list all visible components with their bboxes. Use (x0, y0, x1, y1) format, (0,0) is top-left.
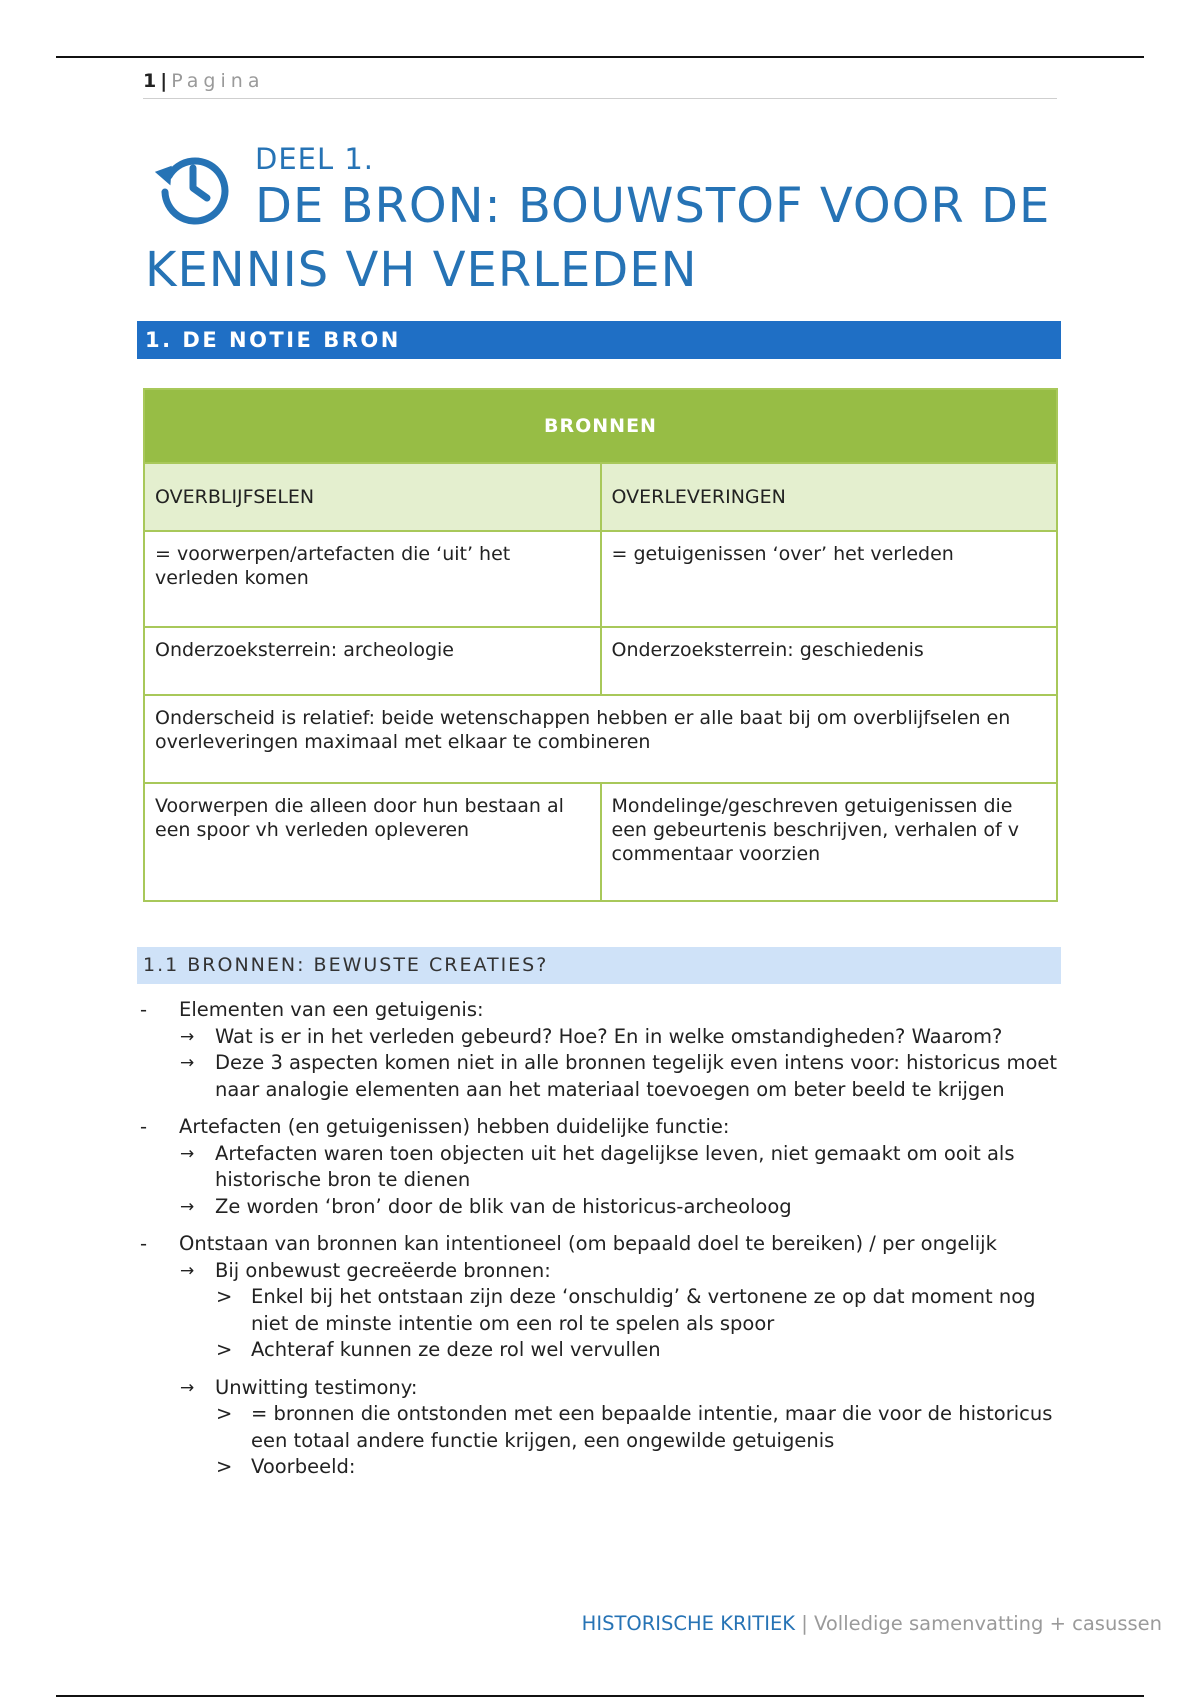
list-item: > Enkel bij het ontstaan zijn deze ‘onschuldig’ & vertonene ze op dat moment nog niet de minste intentie om een rol te spelen als spoor (216, 1285, 1036, 1335)
list-item: > Achteraf kunnen ze deze rol wel vervullen (140, 1337, 1060, 1364)
chevron-bullet: > (216, 1455, 233, 1478)
list-item: > Voorbeeld: (140, 1454, 1060, 1481)
list-item: - Elementen van een getuigenis: (140, 997, 1060, 1024)
page-header (143, 70, 1057, 99)
list-item: → Ze worden ‘bron’ door de blik van de historicus-archeoloog (140, 1194, 1060, 1221)
history-clock-icon (153, 146, 233, 226)
description-right: Mondelinge/geschreven getuigenissen die een gebeurtenis beschrijven, verhalen of v commentaar voorzien (601, 783, 1058, 901)
arrow-bullet: → (180, 1026, 195, 1047)
list-item: → Unwitting testimony: (140, 1375, 1060, 1402)
column-header-left: OVERBLIJFSELEN (144, 463, 601, 531)
arrow-bullet: → (180, 1377, 195, 1398)
field-left: Onderzoeksterrein: archeologie (144, 627, 601, 695)
dash-bullet: - (140, 1232, 148, 1255)
list-item: - Ontstaan van bronnen kan intentioneel (om bepaald doel te bereiken) / per ongelijk (140, 1231, 1060, 1258)
subsection-heading: 1.1 BRONNEN: BEWUSTE CREATIES? (137, 947, 1061, 984)
table-header: BRONNEN (144, 389, 1057, 463)
list-item: → Artefacten waren toen objecten uit het dagelijkse leven, niet gemaakt om ooit als historische bron te dienen (180, 1141, 1015, 1191)
top-rule (56, 56, 1144, 58)
page-word: Pagina (171, 70, 265, 92)
list-item: → Wat is er in het verleden gebeurd? Hoe? En in welke omstandigheden? Waarom? (140, 1024, 1060, 1051)
arrow-bullet: → (180, 1053, 195, 1073)
sources-table (143, 388, 1058, 902)
chevron-bullet: > (216, 1285, 233, 1308)
footer-subtitle: Volledige samenvatting + casussen (814, 1612, 1162, 1635)
definition-right: = getuigenissen ‘over’ het verleden (601, 531, 1058, 627)
footer-separator: | (801, 1612, 808, 1635)
arrow-bullet: → (180, 1143, 195, 1164)
header-separator: | (160, 70, 168, 92)
dash-bullet: - (140, 998, 148, 1021)
arrow-bullet: → (180, 1260, 195, 1281)
column-header-right: OVERLEVERINGEN (601, 463, 1058, 531)
chevron-bullet: > (216, 1402, 233, 1425)
page-number: 1 (143, 70, 157, 92)
chapter-title-line-1: DE BRON: BOUWSTOF VOOR DE (255, 178, 1051, 234)
bullet-list (140, 997, 1060, 1481)
field-right: Onderzoeksterrein: geschiedenis (601, 627, 1058, 695)
distinction-note: Onderscheid is relatief: beide wetenschappen hebben er alle baat bij om overblijfselen en overleveringen maximaal met elkaar te combineren (144, 695, 1057, 783)
dash-bullet: - (140, 1115, 148, 1138)
list-item: → Deze 3 aspecten komen niet in alle bronnen tegelijk even intens voor: historicus moet naar analogie elementen aan het materiaal toevoegen om beter beeld te krijgen (180, 1051, 1058, 1101)
arrow-bullet: → (180, 1196, 195, 1217)
list-item: → Bij onbewust gecreëerde bronnen: (140, 1258, 1060, 1285)
description-left: Voorwerpen die alleen door hun bestaan al een spoor vh verleden opleveren (144, 783, 601, 901)
definition-left: = voorwerpen/artefacten die ‘uit’ het verleden komen (144, 531, 601, 627)
part-label: DEEL 1. (255, 142, 375, 176)
list-item: > = bronnen die ontstonden met een bepaalde intentie, maar die voor de historicus een totaal andere functie krijgen, een ongewilde getuigenis (216, 1402, 1053, 1452)
section-heading: 1. DE NOTIE BRON (137, 321, 1061, 359)
chapter-title-line-2: KENNIS VH VERLEDEN (145, 242, 698, 298)
page-footer (582, 1612, 1162, 1635)
bottom-rule (56, 1695, 1144, 1697)
chevron-bullet: > (216, 1338, 233, 1361)
list-item: - Artefacten (en getuigenissen) hebben duidelijke functie: (140, 1114, 1060, 1141)
footer-brand: HISTORISCHE KRITIEK (581, 1612, 796, 1635)
